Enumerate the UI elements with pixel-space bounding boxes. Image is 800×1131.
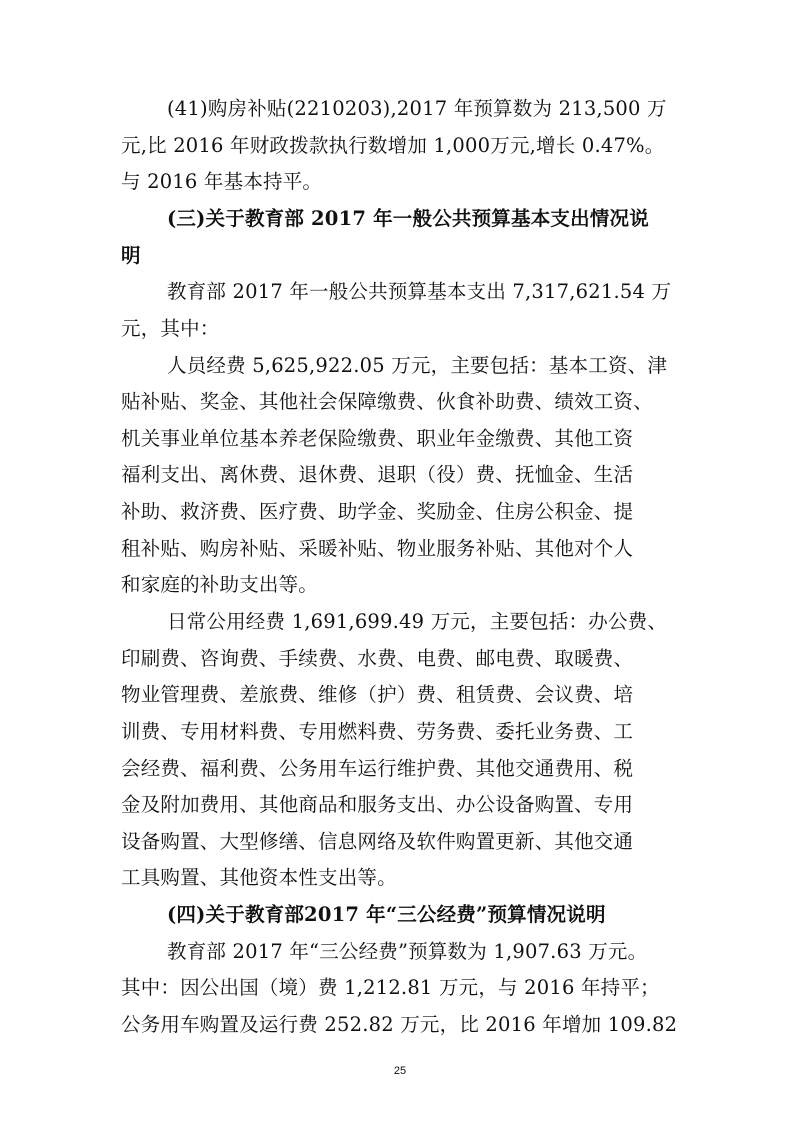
- public-expenses-line-5: 会经费、福利费、公务用车运行维护费、其他交通费用、税: [121, 756, 634, 780]
- personnel-expenses-line-7: 和家庭的补助支出等。: [121, 573, 319, 597]
- public-expenses-line-1: 日常公用经费 1,691,699.49 万元，主要包括：办公费、: [167, 610, 668, 633]
- public-expenses-line-8: 工具购置、其他资本性支出等。: [121, 866, 397, 890]
- section-heading-3-line-2: 明: [121, 243, 141, 267]
- public-expenses-line-4: 训费、专用材料费、专用燃料费、劳务费、委托业务费、工: [121, 719, 634, 743]
- personnel-expenses-line-2: 贴补贴、奖金、其他社会保障缴费、伙食补助费、绩效工资、: [121, 390, 653, 414]
- basic-expenditure-line-2: 元，其中：: [121, 316, 220, 340]
- basic-expenditure-line-1: 教育部 2017 年一般公共预算基本支出 7,317,621.54 万: [167, 280, 672, 304]
- personnel-expenses-line-3: 机关事业单位基本养老保险缴费、职业年金缴费、其他工资: [121, 426, 634, 450]
- public-expenses-line-2: 印刷费、咨询费、手续费、水费、电费、邮电费、取暖费、: [121, 646, 634, 670]
- page-number: 25: [393, 1065, 407, 1077]
- paragraph-41-line-1: (41)购房补贴(2210203),2017 年预算数为 213,500 万: [167, 97, 667, 120]
- personnel-expenses-line-6: 租补贴、购房补贴、采暖补贴、物业服务补贴、其他对个人: [121, 536, 634, 560]
- three-public-expenses-line-3: 公务用车购置及运行费 252.82 万元，比 2016 年增加 109.82: [121, 1013, 678, 1036]
- public-expenses-line-6: 金及附加费用、其他商品和服务支出、办公设备购置、专用: [121, 793, 634, 817]
- three-public-expenses-line-2: 其中：因公出国（境）费 1,212.81 万元，与 2016 年持平；: [121, 976, 660, 1000]
- personnel-expenses-line-1: 人员经费 5,625,922.05 万元，主要包括：基本工资、津: [167, 353, 668, 377]
- paragraph-41-line-2: 元,比 2016 年财政拨款执行数增加 1,000万元,增长 0.47%。: [121, 133, 665, 157]
- personnel-expenses-line-4: 福利支出、离休费、退休费、退职（役）费、抚恤金、生活: [121, 463, 634, 487]
- personnel-expenses-line-5: 补助、救济费、医疗费、助学金、奖励金、住房公积金、提: [121, 500, 634, 523]
- section-heading-4: (四)关于教育部2017 年“三公经费”预算情况说明: [167, 903, 606, 927]
- public-expenses-line-7: 设备购置、大型修缮、信息网络及软件购置更新、其他交通: [121, 829, 634, 853]
- paragraph-41-line-3: 与 2016 年基本持平。: [121, 170, 323, 194]
- three-public-expenses-line-1: 教育部 2017 年“三公经费”预算数为 1,907.63 万元。: [167, 939, 648, 963]
- public-expenses-line-3: 物业管理费、差旅费、维修（护）费、租赁费、会议费、培: [121, 683, 634, 707]
- section-heading-3-line-1: (三)关于教育部 2017 年一般公共预算基本支出情况说: [167, 206, 649, 230]
